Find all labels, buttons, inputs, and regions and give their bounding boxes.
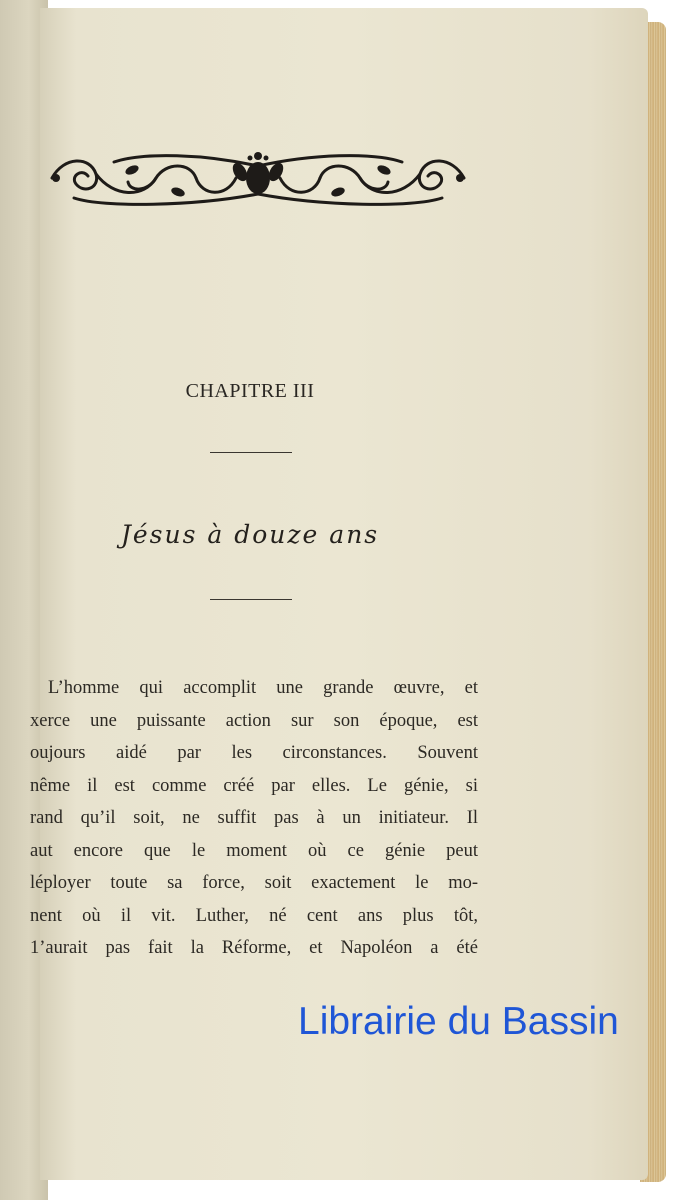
text-line: L’homme qui accomplit une grande œuvre, et bbox=[48, 678, 478, 698]
text-line: rand qu’il soit, ne suffit pas à un initiateur. Il bbox=[30, 808, 478, 828]
text-line: 1’aurait pas fait la Réforme, et Napoléon a été bbox=[30, 938, 478, 958]
text-line: xerce une puissante action sur son époque, est bbox=[30, 710, 478, 731]
text-line: nent où il vit. Luther, né cent ans plus tôt, bbox=[30, 905, 478, 926]
body-paragraph bbox=[30, 672, 478, 965]
seller-watermark: Librairie du Bassin bbox=[298, 1000, 619, 1043]
divider-rule bbox=[210, 599, 292, 600]
chapter-title: Jésus à douze ans bbox=[120, 520, 380, 549]
floral-scroll-headpiece-icon bbox=[44, 148, 472, 212]
text-line: léployer toute sa force, soit exactement le mo- bbox=[30, 873, 478, 893]
text-line: nême il est comme créé par elles. Le génie, si bbox=[30, 775, 478, 796]
text-line: oujours aidé par les circonstances. Souvent bbox=[30, 743, 478, 763]
chapter-label: CHAPITRE III bbox=[185, 380, 315, 402]
divider-rule bbox=[210, 452, 292, 453]
text-line: aut encore que le moment où ce génie peut bbox=[30, 840, 478, 861]
